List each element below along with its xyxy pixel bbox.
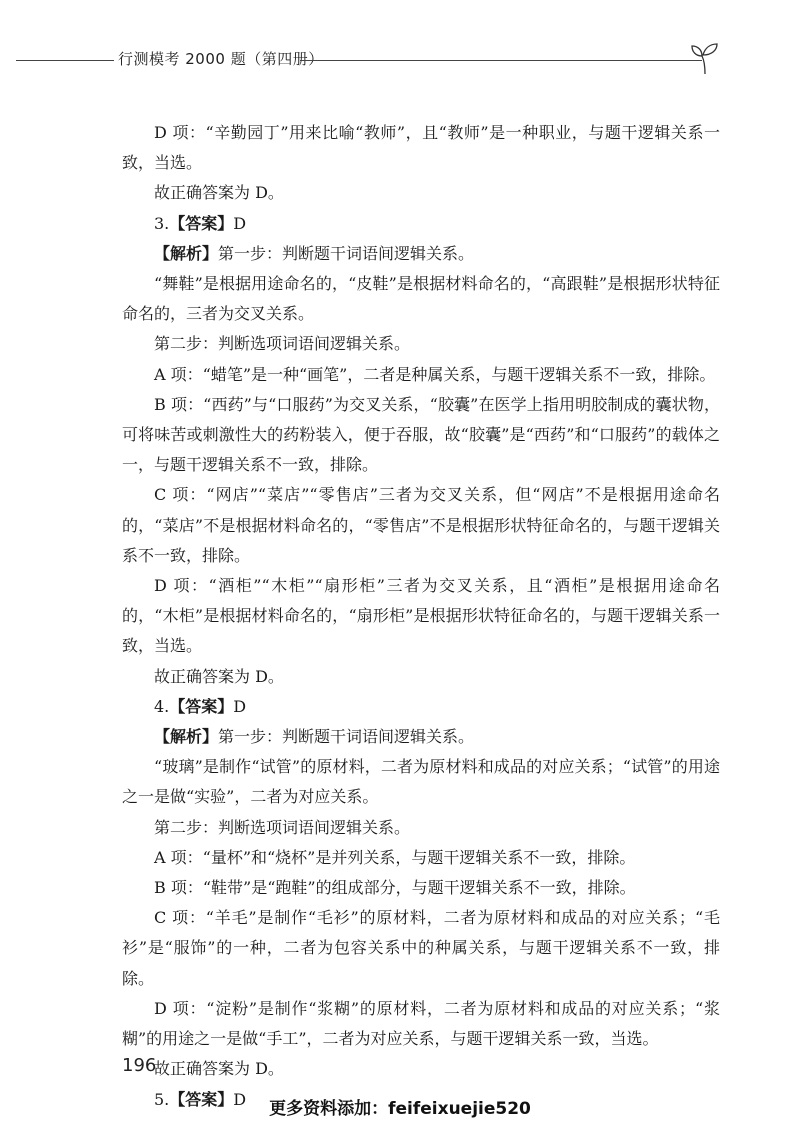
footer-contact-note: 更多资料添加：feifeixuejie520 [269,1099,531,1119]
answer-label: 【答案】 [169,1089,234,1109]
answer-label: 【答案】 [169,213,234,233]
book-title: 行测模考 2000 题（第四册） [118,50,324,68]
question-number: 4. [154,696,170,716]
page-number: 196 [122,1055,157,1076]
explanation-paragraph: A 项：“量杯”和“烧杯”是并列关系，与题干逻辑关系不一致，排除。 [154,847,636,867]
explanation-paragraph: D 项：“辛勤园丁”用来比喻“教师”，且“教师”是一种职业，与题干逻辑关系一致，当选。 [122,123,720,173]
answer-value: D [233,213,247,233]
explanation-paragraph: 故正确答案为 D。 [154,1059,284,1079]
question-number: 3. [154,213,170,233]
explanation-paragraph: A 项：“蜡笔”是一种“画笔”，二者是种属关系，与题干逻辑关系不一致，排除。 [154,364,716,384]
answer-line [122,209,720,239]
explanation-paragraph: 故正确答案为 D。 [154,183,284,203]
answer-value: D [233,696,247,716]
analysis-line [122,239,720,269]
explanation-paragraph: C 项：“网店”“菜店”“零售店”三者为交叉关系，但“网店”不是根据用途命名的，“菜店”不是根据材料命名的，“零售店”不是根据形状特征命名的，与题干逻辑关系不一致，排除。 [122,485,720,565]
header-rule-left [16,60,114,61]
running-header [0,40,800,80]
explanation-paragraph: C 项：“羊毛”是制作“毛衫”的原材料，二者为原材料和成品的对应关系；“毛衫”是“服饰”的一种，二者为包容关系中的种属关系，与题干逻辑关系不一致，排除。 [122,908,720,988]
answer-label: 【答案】 [169,696,234,716]
explanation-paragraph: “玻璃”是制作“试管”的原材料，二者为原材料和成品的对应关系；“试管”的用途之一是做“实验”，二者为对应关系。 [122,757,720,807]
explanation-paragraph: 故正确答案为 D。 [154,666,284,686]
header-rule-right [300,60,702,61]
question-number: 5. [154,1089,170,1109]
answer-explanations [122,118,720,1115]
answer-line [122,692,720,722]
analysis-label: 【解析】 [154,243,219,263]
explanation-paragraph: 第二步：判断选项词语间逻辑关系。 [154,334,411,354]
explanation-paragraph: B 项：“鞋带”是“跑鞋”的组成部分，与题干逻辑关系不一致，排除。 [154,878,636,898]
explanation-paragraph: D 项：“酒柜”“木柜”“扇形柜”三者为交叉关系，且“酒柜”是根据用途命名的，“木柜”是根据材料命名的，“扇形柜”是根据形状特征命名的，与题干逻辑关系一致，当选。 [122,576,720,656]
analysis-text: 第一步：判断题干词语间逻辑关系。 [218,727,475,747]
explanation-paragraph: D 项：“淀粉”是制作“浆糊”的原材料，二者为原材料和成品的对应关系；“浆糊”的用途之一是做“手工”，二者为对应关系，与题干逻辑关系一致，当选。 [122,998,720,1049]
sprout-icon [690,40,720,74]
analysis-label: 【解析】 [154,727,219,747]
answer-value: D [233,1089,247,1109]
explanation-paragraph: B 项：“西药”与“口服药”为交叉关系，“胶囊”在医学上指用明胶制成的囊状物，可将味苦或刺激性大的药粉装入，便于吞服，故“胶囊”是“西药”和“口服药”的载体之一，与题干逻辑关系不一致，排除。 [122,394,720,475]
analysis-line [122,722,720,752]
explanation-paragraph: “舞鞋”是根据用途命名的，“皮鞋”是根据材料命名的，“高跟鞋”是根据形状特征命名的，三者为交叉关系。 [122,274,720,324]
explanation-paragraph: 第二步：判断选项词语间逻辑关系。 [154,817,411,837]
analysis-text: 第一步：判断题干词语间逻辑关系。 [218,243,475,263]
